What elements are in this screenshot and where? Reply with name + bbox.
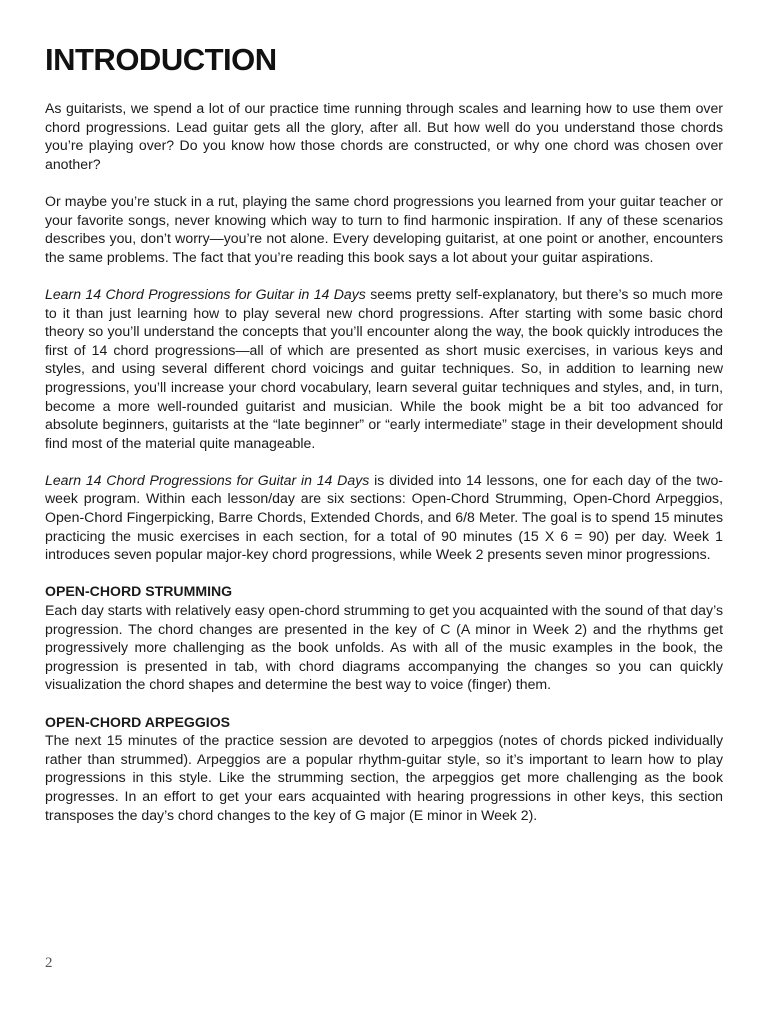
intro-paragraph-4 xyxy=(45,471,723,564)
intro-paragraph-2: Or maybe you’re stuck in a rut, playing the same chord progressions you learned from your guitar teacher or your favorite songs, never knowing which way to turn to find harmonic inspiration. If any of these scenarios describes you, don’t worry—you’re not alone. Every developing guitarist, at one point or another, encounters the same problems. The fact that you’re reading this book says a lot about your guitar aspirations. xyxy=(45,192,723,265)
paragraph-4-text: is divided into 14 lessons, one for each day of the two-week program. Within each lesson/day are six sections: Open-Chord Strumming, Open-Chord Arpeggios, Open-Chord Fingerpicking, Barre Chords, Extended Chords, and 6/8 Meter. The goal is to spend 15 minutes practicing the music exercises in each section, for a total of 90 minutes (15 X 6 = 90) per day. Week 1 introduces seven popular major-key chord progressions, while Week 2 presents seven minor progressions. xyxy=(45,471,723,563)
section-heading-arpeggios: OPEN-CHORD ARPEGGIOS xyxy=(45,713,231,730)
page-number: 2 xyxy=(45,955,53,971)
section-body-strumming: Each day starts with relatively easy open-chord strumming to get you acquainted with the sound of that day’s progression. The chord changes are presented in the key of C (A minor in Week 2) and the rhythms get progressively more challenging as the book unfolds. As with all of the music examples in the book, the progression is presented in tab, with chord diagrams accompanying the changes so you can quickly visualization the chord shapes and determine the best way to voice (finger) them. xyxy=(45,602,723,693)
book-title-italic: Learn 14 Chord Progressions for Guitar in 14 Days xyxy=(45,471,370,488)
page-content xyxy=(45,40,723,843)
intro-paragraph-1: As guitarists, we spend a lot of our practice time running through scales and learning how to use them over chord progressions. Lead guitar gets all the glory, after all. But how well do you understand those chords you’re playing over? Do you know how those chords are constructed, or why one chord was chosen over another? xyxy=(45,100,723,172)
book-title-italic: Learn 14 Chord Progressions for Guitar in 14 Days xyxy=(45,285,366,302)
paragraph-3-text: seems pretty self-explanatory, but there’s so much more to it than just learning how to play several new chord progressions. After starting with some basic chord theory so you’ll understand the concepts that you’ll encounter along the way, the book quickly introduces the first of 14 chord progressions—all of which are presented as short music exercises, in various keys and styles, and using several different chord voicings and guitar techniques. So, in addition to learning new progressions, you’ll increase your chord vocabulary, learn several guitar techniques and styles, and, in turn, become a more well-rounded guitarist and musician. While the book might be a bit too advanced for absolute beginners, guitarists at the “late beginner” or “early intermediate” stage in their development should find most of the material quite manageable. xyxy=(45,285,723,451)
section-body-arpeggios: The next 15 minutes of the practice session are devoted to arpeggios (notes of chords picked individually rather than strummed). Arpeggios are a popular rhythm-guitar style, so it’s important to learn how to play progressions in this style. Like the strumming section, the arpeggios get more challenging as the book progresses. In an effort to get your ears acquainted with hearing progressions in other keys, this section transposes the day’s chord changes to the key of G major (E minor in Week 2). xyxy=(45,732,723,823)
section-heading-strumming: OPEN-CHORD STRUMMING xyxy=(45,583,233,600)
page-title: INTRODUCTION xyxy=(45,42,277,77)
intro-paragraph-3 xyxy=(45,285,723,452)
